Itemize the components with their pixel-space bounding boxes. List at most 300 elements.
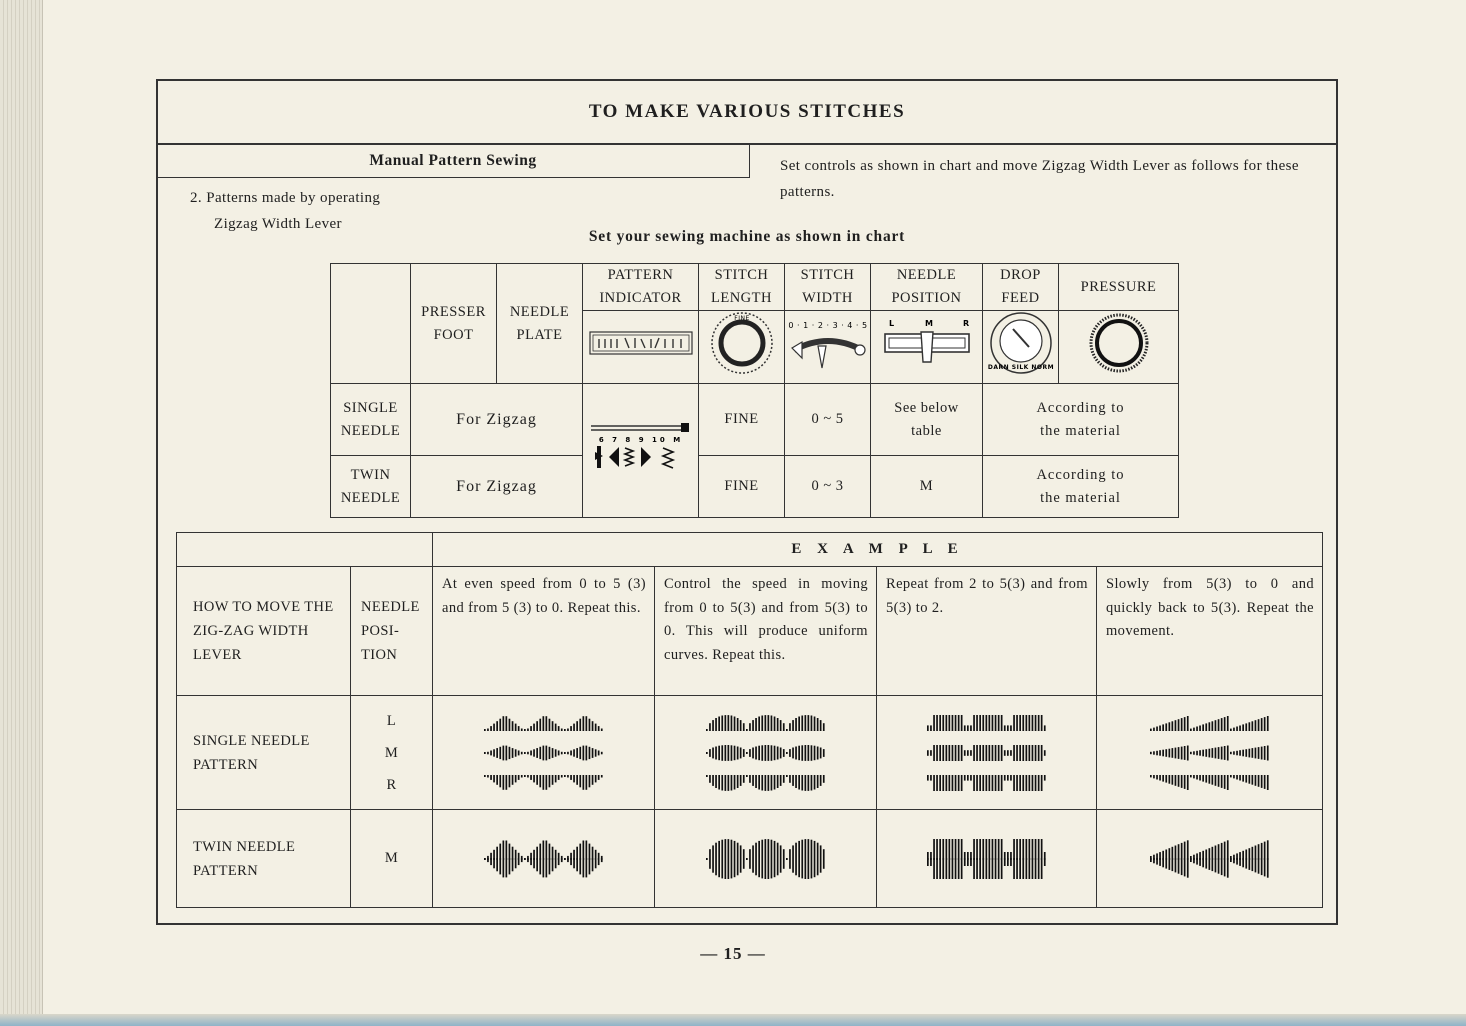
stitch-mark (570, 775, 572, 780)
stitch-mark (557, 750, 559, 755)
stitch-mark (1177, 858, 1179, 860)
stitch-mark (746, 858, 748, 860)
stitch-mark (786, 858, 788, 860)
stitch-mark (997, 745, 999, 761)
stitch-mark (721, 745, 723, 761)
stitch-mark (573, 775, 575, 782)
stitch-mark (1162, 858, 1164, 860)
header-presser-foot: PRESSER FOOT (411, 264, 497, 384)
stitch-mark (948, 715, 950, 731)
twin-needle-needle-position: M (871, 456, 983, 518)
stitch-mark (727, 745, 729, 761)
stitch-mark (967, 858, 969, 860)
stitch-mark (927, 858, 929, 860)
stitch-mark (954, 858, 956, 860)
stitch-mark (597, 858, 599, 860)
stitch-mark (979, 715, 981, 731)
stitch-mark (1186, 716, 1188, 731)
stitch-mark (776, 842, 778, 875)
stitch-mark (749, 749, 751, 757)
twin-needle-stitch-length: FINE (699, 456, 785, 518)
stitch-mark (727, 775, 729, 791)
stitch-mark (591, 721, 593, 731)
stitch-mark (591, 748, 593, 758)
twin-needle-row-label: TWIN NEEDLE (331, 456, 411, 518)
stitch-mark (548, 718, 550, 730)
stitch-mark (942, 745, 944, 761)
stitch-mark (511, 721, 513, 731)
stitch-mark (533, 749, 535, 756)
stitch-mark (520, 858, 522, 860)
stitch-mark (1245, 858, 1247, 860)
stitch-mark (1043, 725, 1045, 731)
twin-pattern-ramp (1097, 810, 1323, 908)
stitch-mark (1000, 775, 1002, 791)
stitch-mark (1025, 858, 1027, 860)
stitch-mark (591, 775, 593, 785)
stitch-mark (764, 745, 766, 761)
stitch-mark (1186, 745, 1188, 760)
stitch-mark (991, 715, 993, 731)
stitch-mark (795, 746, 797, 759)
stitch-mark (773, 716, 775, 731)
stitch-mark (564, 752, 566, 754)
stitch-mark (1162, 724, 1164, 731)
pattern-numbers: 6 7 8 9 10 M (598, 435, 683, 444)
stitch-mark (936, 858, 938, 860)
stitch-mark (1230, 775, 1232, 777)
stitch-mark (496, 721, 498, 731)
stitch-mark (954, 745, 956, 761)
stitch-mark (752, 747, 754, 758)
stitch-mark (1031, 715, 1033, 731)
stitch-mark (721, 839, 723, 878)
stitch-mark (822, 749, 824, 757)
stitch-mark (782, 775, 784, 783)
stitch-mark (1037, 775, 1039, 791)
stitch-mark (954, 715, 956, 731)
stitch-mark (1177, 775, 1179, 787)
stitch-mark (1251, 748, 1253, 758)
stitch-mark (1217, 858, 1219, 860)
set-machine-heading: Set your sewing machine as shown in chart (588, 228, 906, 245)
stitch-mark (736, 842, 738, 875)
stitch-mark (1205, 723, 1207, 731)
stitch-mark (1190, 775, 1192, 777)
stitch-mark (1193, 775, 1195, 778)
stitch-mark (758, 716, 760, 731)
stitch-mark (792, 747, 794, 758)
stitch-mark (493, 723, 495, 730)
stitch-mark (564, 775, 566, 777)
stitch-mark (767, 745, 769, 761)
stitch-mark (576, 748, 578, 758)
stitch-mark (942, 715, 944, 731)
stitch-mark (1013, 775, 1015, 791)
stitch-mark (1266, 775, 1268, 790)
stitch-mark (816, 842, 818, 875)
stitch-mark (594, 723, 596, 730)
single-needle-pattern-label: SINGLE NEEDLE PATTERN (177, 696, 351, 810)
stitch-mark (557, 726, 559, 731)
stitch-mark (551, 775, 553, 785)
stitch-mark (991, 858, 993, 860)
stitch-mark (1263, 775, 1265, 789)
stitch-mark (997, 715, 999, 731)
stitch-mark (755, 775, 757, 788)
stitch-mark (1248, 775, 1250, 784)
stitch-mark (585, 775, 587, 790)
stitch-mark (822, 723, 824, 731)
needle-left-label: L (888, 319, 895, 328)
stitch-mark (706, 858, 708, 860)
stitch-mark (1043, 858, 1045, 860)
stitch-mark (487, 858, 489, 860)
stitch-mark (819, 775, 821, 786)
example-description-1: At even speed from 0 to 5 (3) and from 5 (3) to 0. Repeat this. (433, 567, 655, 696)
stitch-mark (524, 752, 526, 754)
stitch-mark (718, 775, 720, 790)
stitch-mark (1016, 858, 1018, 860)
stitch-mark (709, 849, 711, 869)
stitch-mark (804, 775, 806, 791)
stitch-mark (505, 745, 507, 760)
stitch-mark (746, 752, 748, 754)
stitch-mark (1150, 751, 1152, 753)
stitch-mark (505, 716, 507, 731)
stitch-mark (511, 775, 513, 785)
stitch-mark (536, 748, 538, 758)
stitch-mark (804, 715, 806, 731)
stitch-mark (1263, 746, 1265, 760)
stitch-mark (1196, 775, 1198, 780)
stitch-mark (718, 745, 720, 760)
stitch-mark (758, 840, 760, 876)
stitch-mark (1010, 750, 1012, 756)
stitch-mark (721, 715, 723, 731)
stitch-mark (496, 748, 498, 758)
stitch-mark (1217, 747, 1219, 759)
stitch-mark (1193, 727, 1195, 730)
stitch-mark (573, 858, 575, 860)
stitch-mark (1260, 858, 1262, 860)
stitch-mark (1263, 858, 1265, 860)
stitch-mark (1226, 775, 1228, 790)
stitch-mark (1037, 715, 1039, 731)
settings-corner-cell (331, 264, 411, 384)
stitch-mark (594, 749, 596, 756)
stitch-mark (490, 858, 492, 860)
stitch-mark (786, 775, 788, 777)
stitch-mark (960, 775, 962, 791)
stitch-mark (576, 858, 578, 860)
stitch-mark (982, 715, 984, 731)
stitch-mark (1156, 858, 1158, 860)
stitch-mark (1171, 775, 1173, 785)
stitch-mark (548, 775, 550, 787)
stitch-mark (789, 775, 791, 783)
stitch-mark (1199, 858, 1201, 860)
stitch-mark (957, 745, 959, 761)
stitch-mark (594, 858, 596, 860)
stitch-mark (1208, 748, 1210, 757)
stitch-mark (600, 728, 602, 731)
stitch-mark (718, 716, 720, 731)
stitch-mark (1007, 750, 1009, 756)
stitch-mark (1010, 725, 1012, 731)
stitch-mark (545, 858, 547, 860)
stitch-mark (1165, 723, 1167, 731)
stitch-mark (930, 750, 932, 756)
stitch-mark (1165, 749, 1167, 757)
stitch-mark (1034, 775, 1036, 791)
stitch-width-scale: 0 · 1 · 2 · 3 · 4 · 5 (787, 321, 868, 330)
stitch-mark (951, 715, 953, 731)
stitch-mark (597, 775, 599, 780)
stitch-mark (517, 726, 519, 731)
stitch-mark (976, 858, 978, 860)
stitch-mark (548, 746, 550, 758)
stitch-mark (1214, 858, 1216, 860)
stitch-mark (985, 745, 987, 761)
stitch-mark (819, 845, 821, 872)
stitch-mark (813, 775, 815, 790)
stitch-mark (752, 775, 754, 786)
stitch-mark (960, 745, 962, 761)
stitch-mark (761, 775, 763, 791)
stitch-mark (524, 729, 526, 731)
stitch-mark (1205, 858, 1207, 860)
stitch-mark (520, 751, 522, 754)
stitch-mark (1239, 775, 1241, 781)
stitch-mark (1016, 775, 1018, 791)
stitch-mark (1153, 751, 1155, 754)
stitch-mark (554, 858, 556, 860)
stitch-mark (1177, 719, 1179, 731)
stitch-mark (1028, 775, 1030, 791)
single-needle-stitch-width: 0 ~ 5 (785, 384, 871, 456)
stitch-mark (600, 775, 602, 778)
stitch-mark (520, 728, 522, 731)
stitch-mark (1171, 748, 1173, 758)
stitch-mark (514, 723, 516, 730)
stitch-mark (582, 716, 584, 731)
stitch-mark (957, 775, 959, 791)
stitch-mark (1156, 726, 1158, 731)
how-to-move-label: HOW TO MOVE THE ZIG-ZAG WIDTH LEVER (177, 567, 351, 696)
stitch-mark (973, 745, 975, 761)
stitch-mark (801, 775, 803, 791)
stitch-mark (960, 858, 962, 860)
stitch-mark (1266, 745, 1268, 760)
stitch-mark (1034, 745, 1036, 761)
stitch-mark (1150, 728, 1152, 730)
single-needle-stitch-length: FINE (699, 384, 785, 456)
stitch-mark (739, 747, 741, 758)
stitch-mark (976, 715, 978, 731)
stitch-mark (1257, 719, 1259, 731)
stitch-mark (579, 775, 581, 787)
stitch-mark (1251, 775, 1253, 785)
stitch-mark (1248, 722, 1250, 731)
stitch-mark (1162, 749, 1164, 756)
stitch-mark (1214, 747, 1216, 758)
stitch-mark (752, 720, 754, 731)
stitch-mark (967, 775, 969, 781)
stitch-mark (499, 858, 501, 860)
stitch-mark (730, 745, 732, 761)
stitch-mark (718, 840, 720, 876)
stitch-mark (1233, 858, 1235, 860)
stitch-mark (994, 715, 996, 731)
stitch-mark (1226, 745, 1228, 760)
stitch-mark (1202, 724, 1204, 731)
stitch-mark (1043, 750, 1045, 756)
stitch-mark (973, 775, 975, 791)
stitch-mark (979, 858, 981, 860)
stitch-mark (779, 775, 781, 786)
stitch-mark (1223, 775, 1225, 789)
stitch-mark (1190, 858, 1192, 860)
stitch-mark (548, 858, 550, 860)
stitch-mark (1043, 775, 1045, 781)
stitch-mark (715, 746, 717, 759)
stitch-mark (712, 845, 714, 872)
stitch-mark (545, 745, 547, 760)
twin-pattern-step (877, 810, 1097, 908)
stitch-mark (973, 715, 975, 731)
stitch-mark (539, 775, 541, 787)
stitch-mark (514, 749, 516, 756)
stitch-mark (1248, 858, 1250, 860)
stitch-mark (804, 745, 806, 761)
stitch-mark (798, 775, 800, 790)
stitch-mark (1019, 775, 1021, 791)
stitch-mark (712, 775, 714, 786)
stitch-mark (973, 858, 975, 860)
stitch-mark (573, 749, 575, 756)
stitch-mark (764, 715, 766, 731)
stitch-mark (933, 775, 935, 791)
stitch-mark (1028, 715, 1030, 731)
drop-feed-dial-icon (983, 311, 1059, 384)
stitch-mark (798, 716, 800, 731)
stitch-mark (970, 858, 972, 860)
stitch-mark (982, 858, 984, 860)
stitch-mark (487, 775, 489, 778)
stitch-mark (1010, 858, 1012, 860)
stitch-mark (951, 775, 953, 791)
stitch-mark (1165, 858, 1167, 860)
stitch-mark (810, 715, 812, 731)
stitch-mark (564, 729, 566, 731)
stitch-mark (539, 858, 541, 860)
stitch-mark (1180, 775, 1182, 788)
twin-needle-pressure: According to the material (983, 456, 1179, 518)
twin-pattern-curve (655, 810, 877, 908)
stitch-mark (1186, 858, 1188, 860)
stitch-mark (484, 729, 486, 731)
stitch-mark (533, 775, 535, 782)
stitch-mark (1174, 720, 1176, 731)
single-pattern-ramp (1097, 696, 1323, 810)
stitch-mark (1150, 858, 1152, 860)
stitch-mark (979, 745, 981, 761)
example-heading: E X A M P L E (433, 533, 1323, 567)
stitch-mark (1239, 750, 1241, 756)
single-needle-needle-position: See below table (871, 384, 983, 456)
stitch-mark (1003, 750, 1005, 756)
stitch-mark (1260, 746, 1262, 759)
stitch-mark (1233, 751, 1235, 754)
stitch-mark (709, 723, 711, 731)
stitch-mark (736, 746, 738, 759)
stitch-mark (979, 775, 981, 791)
stitch-mark (730, 775, 732, 791)
stitch-mark (816, 775, 818, 788)
stitch-mark (1202, 749, 1204, 756)
stitch-mark (1156, 750, 1158, 755)
stitch-mark (1183, 858, 1185, 860)
stitch-mark (727, 839, 729, 879)
stitch-mark (1159, 750, 1161, 756)
stitch-mark (801, 715, 803, 731)
stitch-mark (484, 775, 486, 777)
stitch-mark (994, 858, 996, 860)
stitch-mark (991, 745, 993, 761)
stitch-mark (1156, 775, 1158, 780)
stitch-mark (591, 858, 593, 860)
stitch-mark (517, 858, 519, 860)
stitch-mark (508, 746, 510, 758)
stitch-mark (508, 858, 510, 860)
stitch-mark (1162, 775, 1164, 782)
stitch-mark (1016, 745, 1018, 761)
stitch-mark (1263, 717, 1265, 731)
stitch-mark (499, 746, 501, 758)
stitch-mark (1223, 717, 1225, 731)
stitch-mark (1159, 775, 1161, 781)
stitch-mark (554, 723, 556, 730)
stitch-mark (746, 775, 748, 777)
header-pattern-indicator: PATTERN INDICATOR (583, 264, 699, 311)
position-l: L (386, 712, 397, 729)
stitch-mark (1165, 775, 1167, 783)
header-drop-feed: DROP FEED (983, 264, 1059, 311)
stitch-mark (773, 840, 775, 876)
stitch-mark (567, 751, 569, 754)
stitch-mark (1019, 858, 1021, 860)
stitch-mark (530, 750, 532, 755)
stitch-mark (1254, 775, 1256, 786)
stitch-mark (1031, 775, 1033, 791)
stitch-mark (517, 750, 519, 755)
stitch-mark (542, 858, 544, 860)
stitch-mark (1190, 751, 1192, 753)
stitch-mark (779, 845, 781, 872)
stitch-mark (1180, 858, 1182, 860)
stitch-mark (560, 858, 562, 860)
stitch-mark (773, 775, 775, 790)
stitch-mark (533, 858, 535, 860)
stitch-mark (1037, 858, 1039, 860)
stitch-mark (810, 839, 812, 878)
stitch-mark (1245, 749, 1247, 757)
stitch-mark (786, 752, 788, 754)
stitch-mark (1016, 715, 1018, 731)
stitch-mark (985, 858, 987, 860)
stitch-mark (724, 775, 726, 791)
